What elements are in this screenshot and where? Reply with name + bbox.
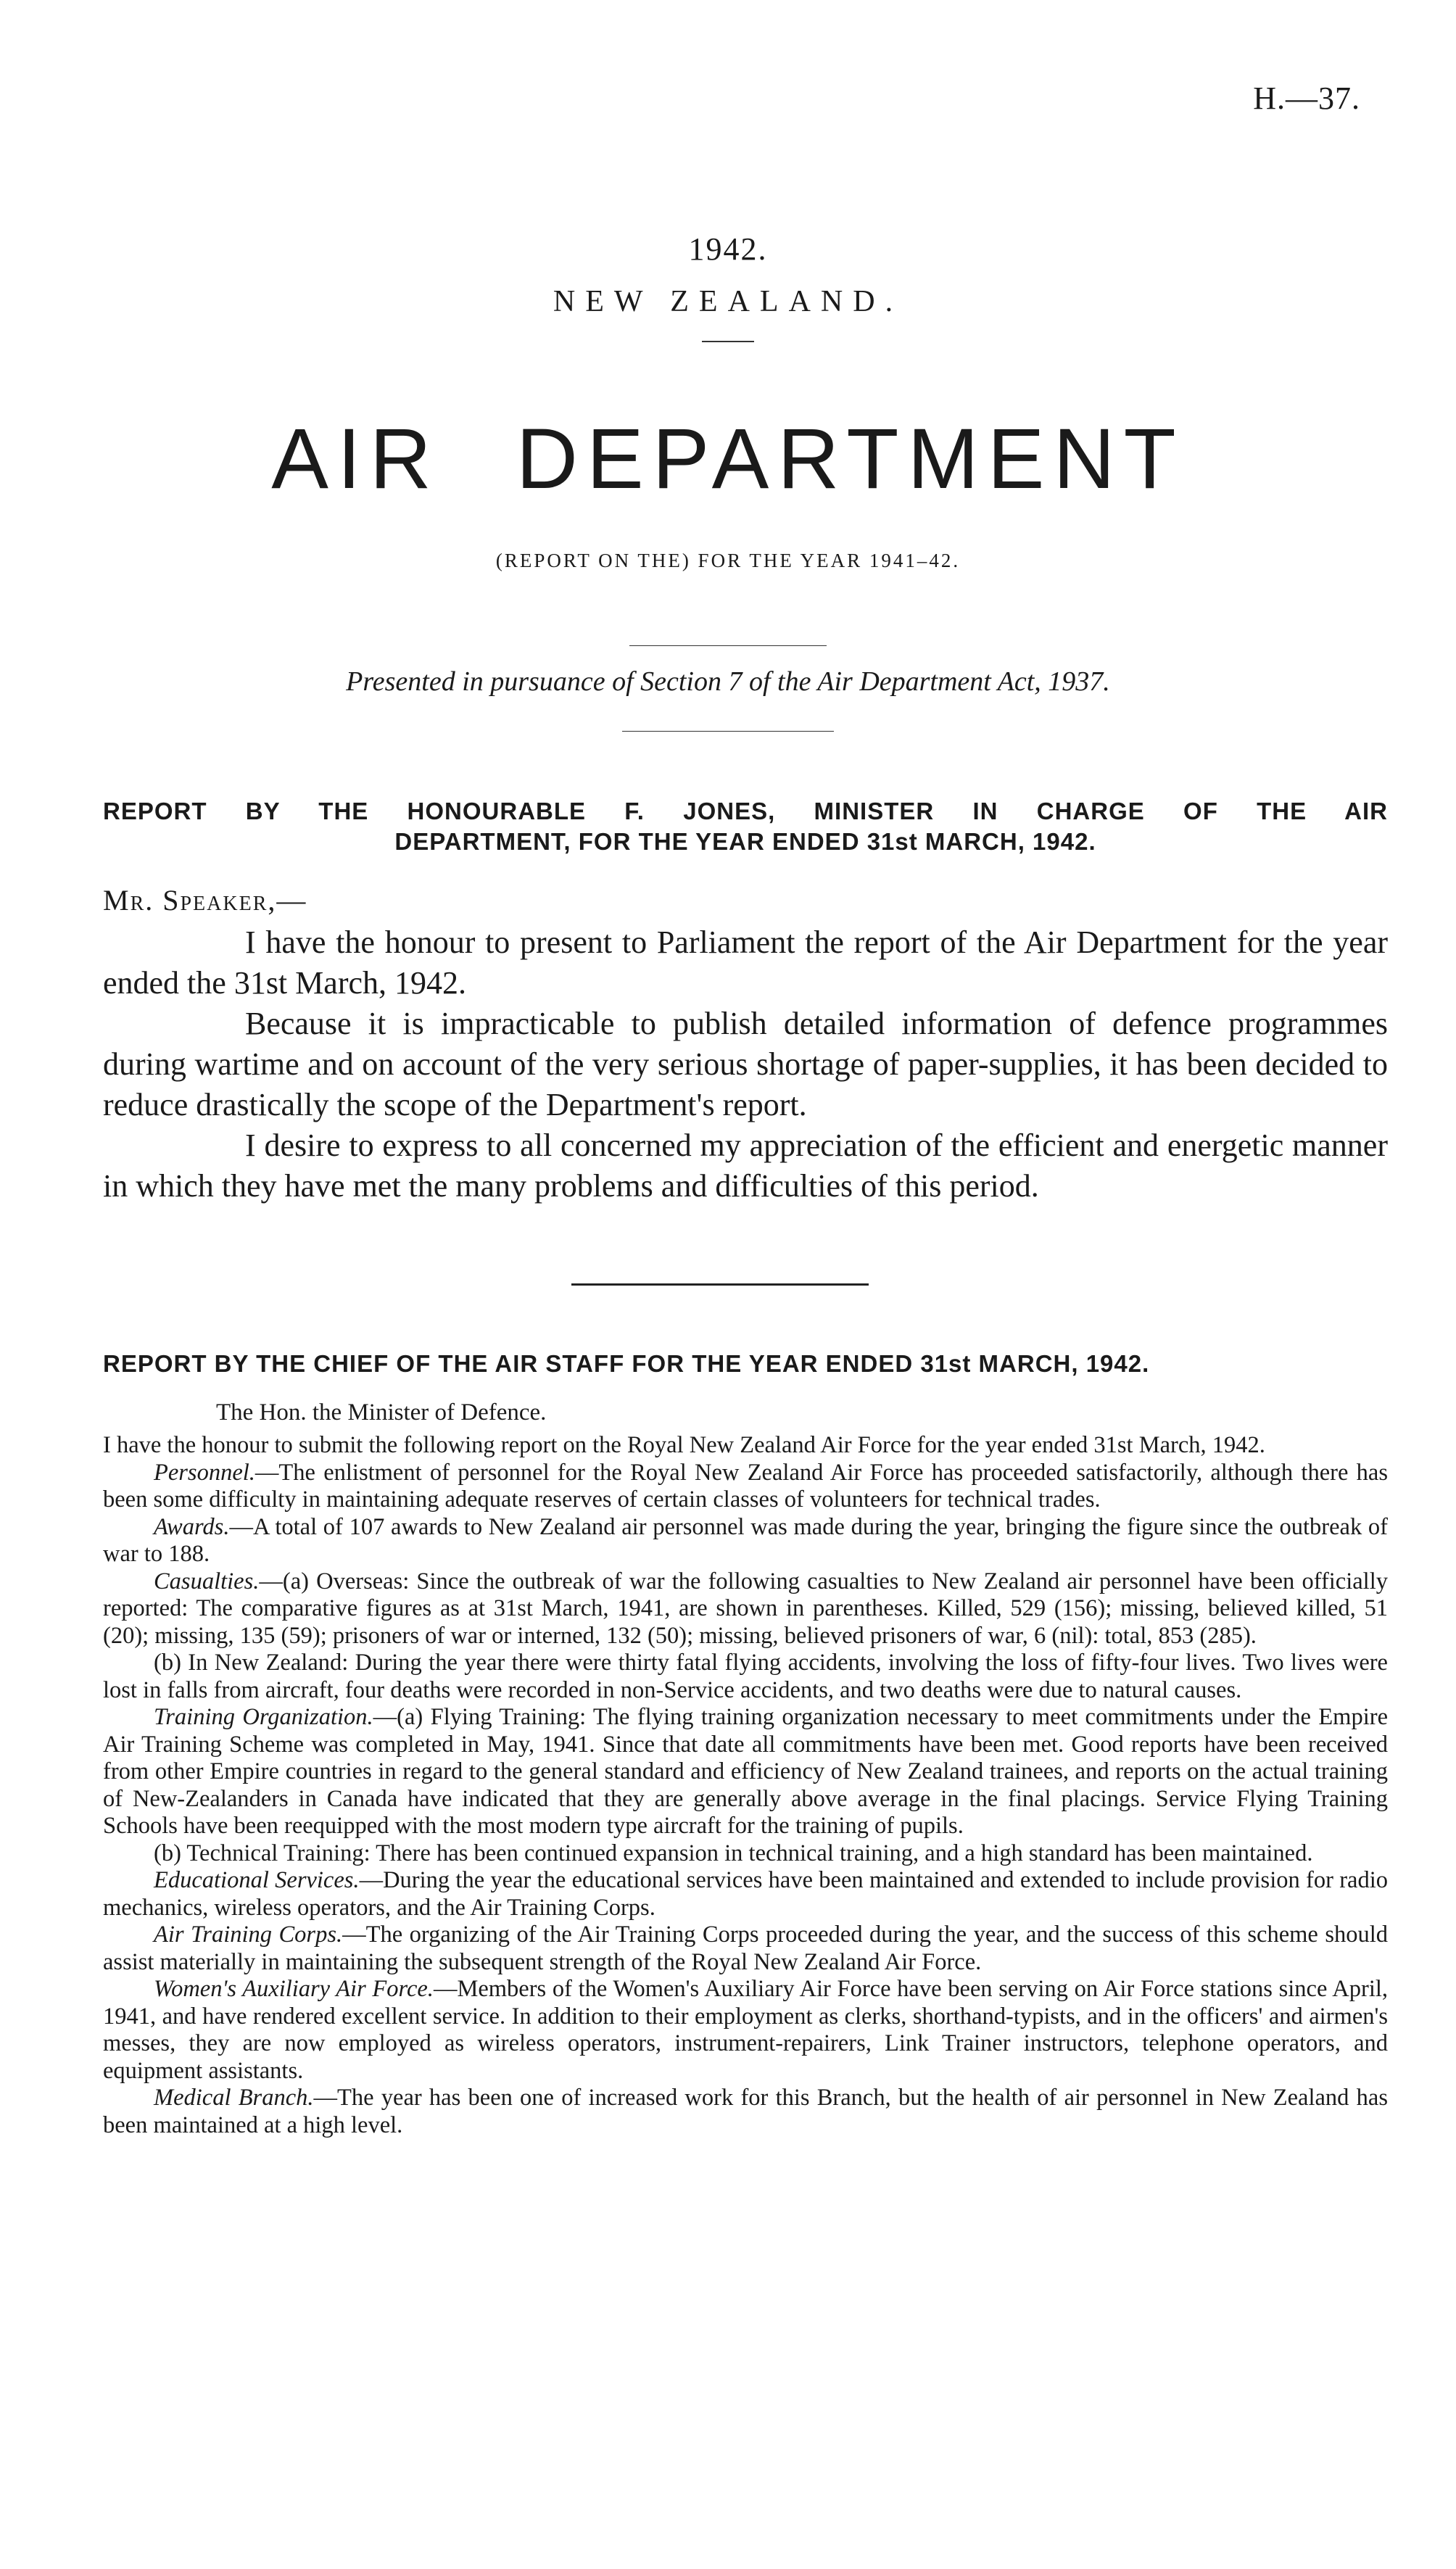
section-text: —Members of the Women's Auxiliary Air Force have been serving on Air Force stations since April, 1941, and have rendered excellent service. In addition to their employment as clerks, shorthand-typists, and in the officers' and airmen's messes, they are now employed as wireless operators, instrument-repairers, Link Trainer instructors, telephone operators, and equipment assistants. bbox=[103, 1976, 1389, 2084]
section-text: —A total of 107 awards to New Zealand air personnel was made during the year, bringing the figure since the outbreak of war to 188. bbox=[103, 1513, 1388, 1567]
minister-report-heading-continued: DEPARTMENT, FOR THE YEAR ENDED 31st MARCH, 1942. bbox=[394, 828, 1096, 855]
document-title: AIR DEPARTMENT bbox=[271, 411, 1185, 507]
presented-note: Presented in pursuance of Section 7 of the Air Department Act, 1937. bbox=[346, 666, 1110, 697]
report-section-training bbox=[103, 1704, 1388, 1840]
report-section-medical bbox=[103, 2085, 1388, 2139]
salutation: Mr. Speaker,— bbox=[103, 884, 307, 917]
report-section-waaf bbox=[103, 1976, 1388, 2085]
section-text: —(a) Overseas: Since the outbreak of war the following casualties to New Zealand air personnel have been officially reported: The comparative figures as at 31st March, 1941, are shown in parentheses. Killed, 529 (156); missing, believed killed, 51 (20); missing, 135 (59); prisoners of war or interned, 132 (50); missing, believed prisoners of war, 6 (nil): total, 853 (285). bbox=[103, 1568, 1388, 1649]
report-section-educational bbox=[103, 1867, 1388, 1921]
chief-report-body bbox=[103, 1432, 1388, 2139]
section-text: —The enlistment of personnel for the Royal New Zealand Air Force has proceeded satisfactorily, although there has been some difficulty in maintaining adequate reserves of certain classes of volunteers for technical trades. bbox=[103, 1459, 1388, 1513]
section-label: Medical Branch. bbox=[154, 2085, 314, 2111]
minister-paragraph: I desire to express to all concerned my appreciation of the efficient and energetic manner in which they have met the many problems and difficulties of this period. bbox=[103, 1128, 1388, 1204]
section-label: Air Training Corps. bbox=[154, 1921, 343, 1948]
minister-paragraph: I have the honour to present to Parliament the report of the Air Department for the year ended the 31st March, 1942. bbox=[103, 924, 1388, 1001]
report-section-air-training-corps bbox=[103, 1921, 1388, 1976]
section-label: Casualties. bbox=[154, 1568, 260, 1594]
section-text: —During the year the educational services have been maintained and extended to include provision for radio mechanics, wireless operators, and the Air Training Corps. bbox=[103, 1867, 1388, 1921]
minister-paragraph: Because it is impracticable to publish detailed information of defence programmes during wartime and on account of the very serious shortage of paper-supplies, it has been decided to reduce drastically the scope of the Department's report. bbox=[103, 1006, 1388, 1122]
section-divider bbox=[571, 1283, 869, 1286]
report-section-technical-training bbox=[103, 1840, 1388, 1868]
addressee: The Hon. the Minister of Defence. bbox=[216, 1399, 547, 1426]
report-section-personnel bbox=[103, 1460, 1388, 1514]
section-label: Training Organization. bbox=[154, 1704, 373, 1730]
section-label: Women's Auxiliary Air Force. bbox=[154, 1976, 434, 2002]
divider-rule bbox=[702, 341, 754, 342]
section-text: (b) Technical Training: There has been continued expansion in technical training, and a high standard has been maintained. bbox=[154, 1840, 1313, 1866]
minister-report-body bbox=[103, 922, 1388, 1207]
section-text: (b) In New Zealand: During the year there were thirty fatal flying accidents, involving the loss of fifty-four lives. Two lives were lost in falls from aircraft, four deaths were recorded in non-Service accidents, and two deaths were due to natural causes. bbox=[103, 1650, 1388, 1703]
report-section-casualties-nz bbox=[103, 1650, 1388, 1704]
section-label: Awards. bbox=[154, 1513, 230, 1540]
document-country: NEW ZEALAND. bbox=[553, 285, 903, 318]
minister-report-heading: REPORT BY THE HONOURABLE F. JONES, MINISTER IN CHARGE OF THE AIR bbox=[103, 798, 1388, 824]
report-section-casualties bbox=[103, 1568, 1388, 1650]
divider-rule bbox=[622, 731, 834, 732]
section-text: —The year has been one of increased work for this Branch, but the health of air personnel in New Zealand has been maintained at a high level. bbox=[103, 2085, 1388, 2138]
divider-rule bbox=[629, 645, 827, 646]
report-section-awards bbox=[103, 1514, 1388, 1568]
intro-paragraph: I have the honour to submit the following report on the Royal New Zealand Air Force for the year ended 31st March, 1942. bbox=[103, 1432, 1265, 1458]
document-subtitle: (REPORT ON THE) FOR THE YEAR 1941–42. bbox=[495, 550, 961, 571]
section-text: —The organizing of the Air Training Corps proceeded during the year, and the success of this scheme should assist materially in maintaining the subsequent strength of the Royal New Zealand Air Force. bbox=[103, 1921, 1388, 1975]
section-label: Educational Services. bbox=[154, 1867, 360, 1893]
chief-report-heading: REPORT BY THE CHIEF OF THE AIR STAFF FOR THE YEAR ENDED 31st MARCH, 1942. bbox=[103, 1350, 1150, 1377]
document-year: 1942. bbox=[688, 231, 768, 267]
section-label: Personnel. bbox=[154, 1459, 255, 1486]
section-text: —(a) Flying Training: The flying training organization necessary to meet commitments under the Empire Air Training Scheme was completed in May, 1941. Since that date all commitments have been met. Good reports have been received from other Empire countries in regard to the general standard and efficiency of New Zealand trainees, and reports on the actual training of New-Zealanders in Canada have indicated that they are generally above average in the final placings. Service Flying Training Schools have been reequipped with the most modern type aircraft for the training of pupils. bbox=[103, 1704, 1388, 1839]
document-reference: H.—37. bbox=[1253, 80, 1360, 116]
